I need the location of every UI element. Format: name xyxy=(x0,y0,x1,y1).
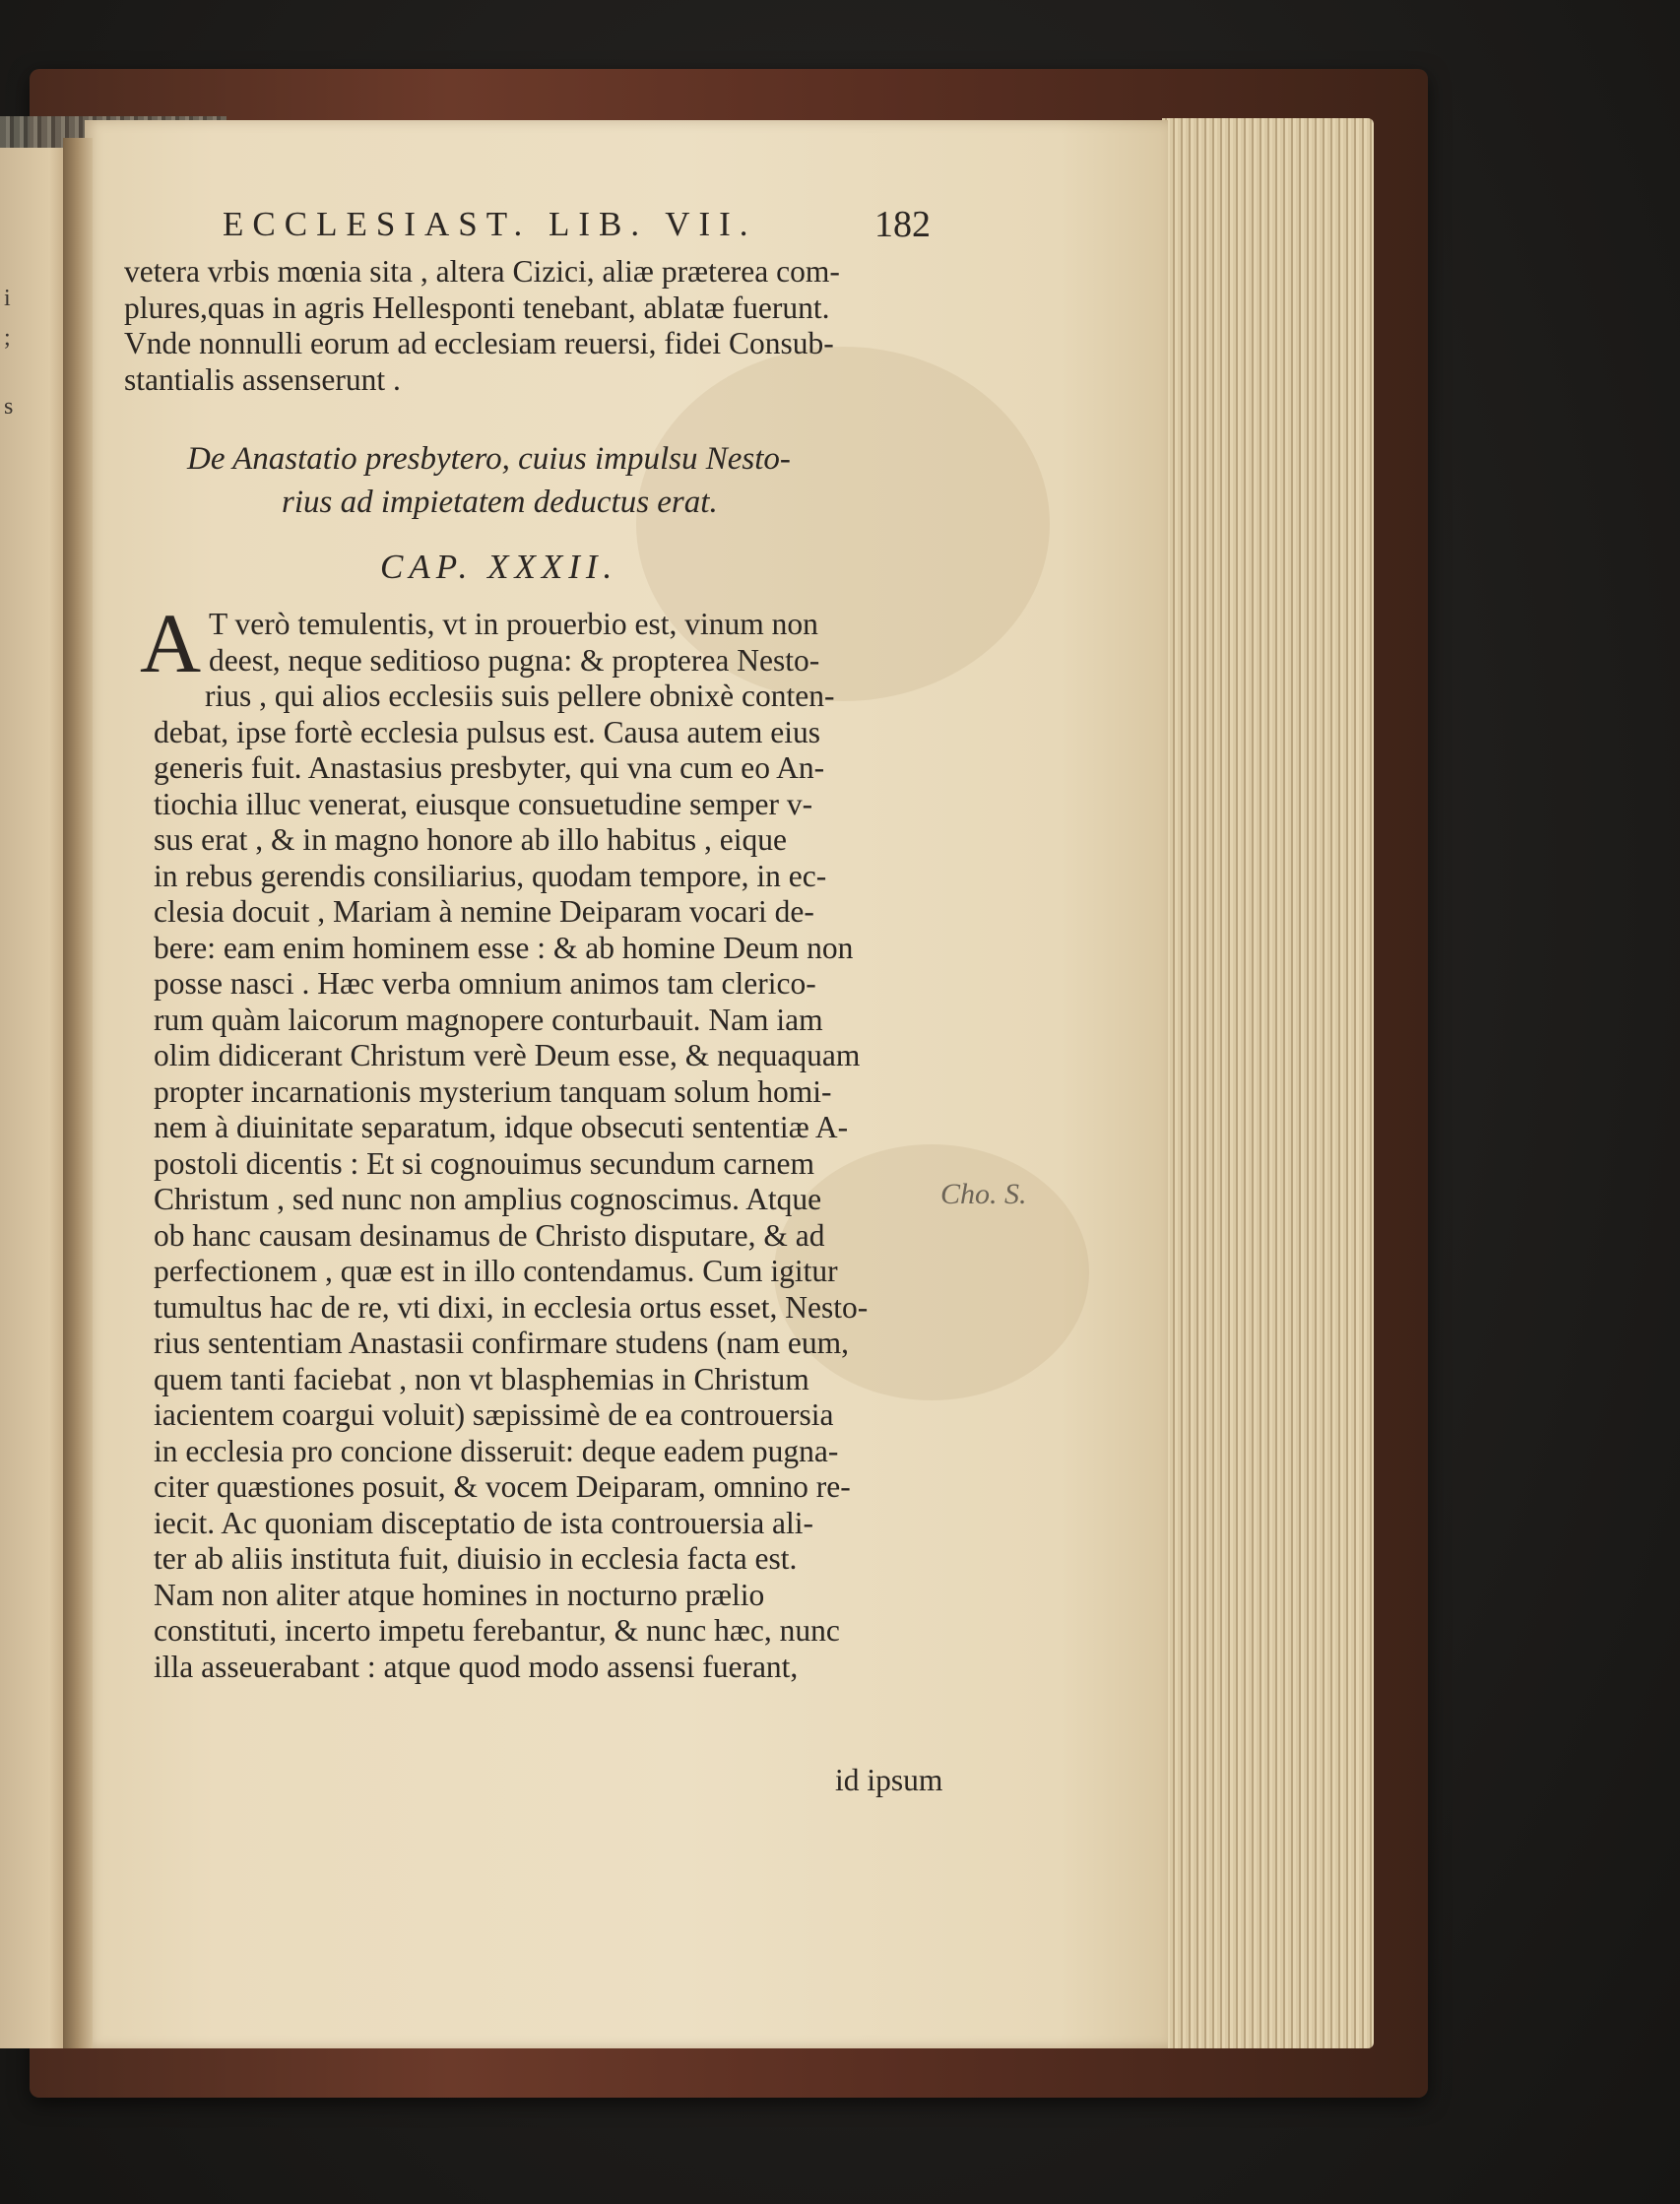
text-line: clesia docuit , Mariam à nemine Deiparam vocari de- xyxy=(154,894,814,929)
text-line: rius sententiam Anastasii confirmare studens (nam eum, xyxy=(154,1326,849,1360)
text-line: bere: eam enim hominem esse : & ab homine Deum non xyxy=(154,930,854,965)
paragraph-top xyxy=(124,254,840,398)
heading-line: rius ad impietatem deductus erat. xyxy=(282,485,718,520)
facing-page-glyph: i xyxy=(4,286,11,311)
text-line: citer quæstiones posuit, & vocem Deiparam, omnino re- xyxy=(154,1469,851,1504)
text-line: perfectionem , quæ est in illo contendamus. Cum igitur xyxy=(154,1254,838,1288)
text-line: nem à diuinitate separatum, idque obsecuti sententiæ A- xyxy=(154,1110,849,1144)
body-text xyxy=(154,607,868,1685)
text-line: Christum , sed nunc non amplius cognoscimus. Atque xyxy=(154,1182,822,1216)
drop-cap: A xyxy=(140,596,202,690)
facing-page xyxy=(0,148,71,2048)
text-line: sus erat , & in magno honore ab illo habitus , eique xyxy=(154,822,787,857)
text-line: iacientem coargui voluit) sæpissimè de ea controuersia xyxy=(154,1397,834,1432)
gutter xyxy=(63,138,93,2048)
heading-line: De Anastatio presbytero, cuius impulsu Nesto- xyxy=(187,441,791,477)
text-line: tiochia illuc venerat, eiusque consuetudine semper v- xyxy=(154,786,813,821)
text-line: stantialis assenserunt . xyxy=(124,361,401,397)
running-head: ECCLESIAST. LIB. VII. xyxy=(223,205,757,243)
catchword: id ipsum xyxy=(835,1763,943,1797)
text-line: illa asseuerabant : atque quod modo assensi fuerant, xyxy=(154,1649,799,1684)
text-line: ter ab aliis instituta fuit, diuisio in ecclesia facta est. xyxy=(154,1541,798,1576)
text-line: deest, neque seditioso pugna: & propterea Nesto- xyxy=(209,642,820,678)
chapter-heading xyxy=(187,437,791,524)
text-line: in rebus gerendis consiliarius, quodam tempore, in ec- xyxy=(154,858,827,893)
text-line: ob hanc causam desinamus de Christo disputare, & ad xyxy=(154,1217,825,1253)
text-line: quem tanti faciebat , non vt blasphemias in Christum xyxy=(154,1361,809,1396)
text-line: vetera vrbis mœnia sita , altera Cizici, aliæ præterea com- xyxy=(124,254,840,289)
chapter-number: CAP. XXXII. xyxy=(380,548,618,586)
text-line: tumultus hac de re, vti dixi, in ecclesia ortus esset, Nesto- xyxy=(154,1289,869,1325)
facing-page-glyph: s xyxy=(4,394,14,420)
text-line: rum quàm laicorum magnopere conturbauit. Nam iam xyxy=(154,1002,823,1037)
text-line: iecit. Ac quoniam disceptatio de ista controuersia ali- xyxy=(154,1505,814,1540)
text-line: constituti, incerto impetu ferebantur, & nunc hæc, nunc xyxy=(154,1613,840,1648)
text-line: posse nasci . Hæc verba omnium animos tam clerico- xyxy=(154,966,816,1001)
text-line: rius , qui alios ecclesiis suis pellere obnixè conten- xyxy=(205,679,835,713)
text-line: T verò temulentis, vt in prouerbio est, vinum non xyxy=(209,607,818,641)
text-line: debat, ipse fortè ecclesia pulsus est. Causa autem eius xyxy=(154,714,821,749)
page-edges xyxy=(1162,118,1374,2048)
text-line: plures,quas in agris Hellesponti tenebant, ablatæ fuerunt. xyxy=(124,290,830,325)
text-line: generis fuit. Anastasius presbyter, qui vna cum eo An- xyxy=(154,750,825,785)
text-line: in ecclesia pro concione disseruit: deque eadem pugna- xyxy=(154,1433,839,1468)
facing-page-glyph: ; xyxy=(4,325,11,351)
text-line: Vnde nonnulli eorum ad ecclesiam reuersi, fidei Consub- xyxy=(124,326,834,360)
text-line: postoli dicentis : Et si cognouimus secundum carnem xyxy=(154,1145,815,1181)
text-line: Nam non aliter atque homines in nocturno prælio xyxy=(154,1577,765,1612)
margin-annotation: Cho. S. xyxy=(940,1178,1027,1210)
text-line: propter incarnationis mysterium tanquam solum homi- xyxy=(154,1073,832,1109)
page-number: 182 xyxy=(874,204,931,245)
text-line: olim didicerant Christum verè Deum esse, & nequaquam xyxy=(154,1038,861,1072)
